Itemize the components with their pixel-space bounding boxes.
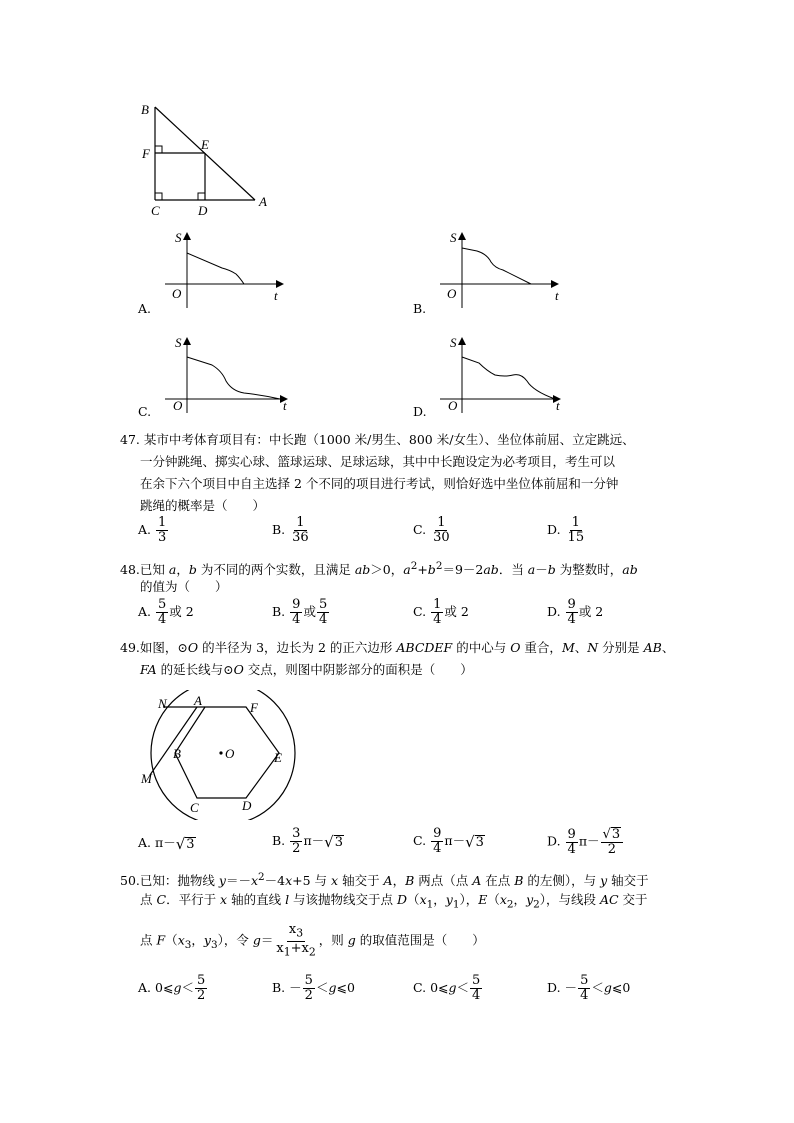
graph-option-a xyxy=(160,228,290,313)
fraction: $\frac{1}{15}$ xyxy=(567,515,585,545)
q50-option-a[interactable]: A. 0⩽g＜ $\frac{5}{2}$ xyxy=(138,973,206,1003)
option-a-letter[interactable]: A. xyxy=(138,301,152,316)
svg-text:C: C xyxy=(190,800,199,815)
q49-line-1: 49.如图，⊙O 的半径为 3，边长为 2 的正六边形 ABCDEF 的中心与 O 重合，M、N 分别是 AB、 xyxy=(120,640,675,655)
q50-line-1: 50.已知：抛物线 $y=-x^2-4x+5$ 与 x 轴交于 A，B 两点（点 A 在点 B 的左侧），与 y 轴交于 xyxy=(120,871,649,889)
fraction: $\frac{1}{3}$ xyxy=(158,515,167,545)
q47-option-a[interactable]: A. $\frac{1}{3}$ xyxy=(138,515,167,545)
q47-text: 某市中考体育项目有：中长跑（1000 米/男生、800 米/女生）、坐位体前屈、立定跳远、 xyxy=(143,432,635,447)
q50-option-d[interactable]: D. － $\frac{5}{4}$ ＜g⩽0 xyxy=(547,973,631,1003)
label-B: B xyxy=(141,102,149,117)
option-d-letter[interactable]: D. xyxy=(413,404,427,419)
q49-option-a[interactable]: A. π－ √ 3 xyxy=(138,834,195,853)
label-E: E xyxy=(201,137,209,152)
label-F: F xyxy=(142,146,150,161)
svg-text:O: O xyxy=(225,746,235,761)
graph-option-d xyxy=(435,333,570,418)
origin-label: O xyxy=(447,286,457,301)
q49-option-c[interactable]: C. $\frac{9}{4}$ π－ √ 3 xyxy=(413,826,484,856)
q50-option-b[interactable]: B. － $\frac{5}{2}$ ＜g⩽0 xyxy=(272,973,355,1003)
origin-label: O xyxy=(173,398,183,413)
origin-label: O xyxy=(172,286,182,301)
axis-label-t: t xyxy=(274,288,278,303)
q48-option-c[interactable]: C. $\frac{1}{4}$ 或 2 xyxy=(413,597,469,627)
svg-text:F: F xyxy=(250,700,258,715)
q48-option-b[interactable]: B. $\frac{9}{4}$ 或 $\frac{5}{4}$ xyxy=(272,597,328,627)
q49-line-2: FA 的延长线与⊙O 交点，则图中阴影部分的面积是（ ） xyxy=(140,662,473,677)
option-b-letter[interactable]: B. xyxy=(413,301,427,316)
q47-option-c[interactable]: C. $\frac{1}{30}$ xyxy=(413,515,450,545)
hexagon-circle-figure xyxy=(135,690,305,820)
q47-option-b[interactable]: B. $\frac{1}{36}$ xyxy=(272,515,309,545)
label-D: D xyxy=(198,203,208,218)
q49-option-d[interactable]: D. $\frac{9}{4}$ π－ √ 3 2 xyxy=(547,827,624,857)
q47-line-2: 一分钟跳绳、掷实心球、篮球运球、足球运球，其中中长跑设定为必考项目，考生可以 xyxy=(140,454,616,469)
graph-option-c xyxy=(160,333,295,418)
svg-text:M: M xyxy=(141,771,152,786)
axis-label-t: t xyxy=(283,398,287,413)
svg-text:B: B xyxy=(173,746,181,761)
axis-label-s: S xyxy=(450,335,457,350)
triangle-figure xyxy=(130,95,280,220)
axis-label-s: S xyxy=(175,335,182,350)
q47-option-d[interactable]: D. $\frac{1}{15}$ xyxy=(547,515,585,545)
fraction: $\frac{1}{36}$ xyxy=(292,515,309,545)
svg-text:D: D xyxy=(242,798,252,813)
axis-label-t: t xyxy=(556,398,560,413)
q48-option-d[interactable]: D. $\frac{9}{4}$ 或 2 xyxy=(547,597,604,627)
option-c-letter[interactable]: C. xyxy=(138,404,152,419)
axis-label-s: S xyxy=(175,230,182,245)
svg-text:A: A xyxy=(194,693,202,708)
svg-text:E: E xyxy=(274,750,282,765)
label-A: A xyxy=(259,194,267,209)
label-C: C xyxy=(151,203,160,218)
q47-line-1 xyxy=(120,429,635,451)
q50-option-c[interactable]: C. 0⩽g＜ $\frac{5}{4}$ xyxy=(413,973,481,1003)
q47-line-4: 跳绳的概率是（ ） xyxy=(140,498,266,513)
svg-text:N: N xyxy=(158,696,167,711)
q48-line-1: 48.已知 a，b 为不同的两个实数，且满足 ab＞0，$a^2+b^2=9-2ab$．当 a－b 为整数时，ab xyxy=(120,560,638,578)
axis-label-s: S xyxy=(450,230,457,245)
origin-label: O xyxy=(448,398,458,413)
fraction: $\frac{1}{30}$ xyxy=(433,515,450,545)
graph-option-b xyxy=(435,228,570,313)
axis-label-t: t xyxy=(555,288,559,303)
q48-line-2: 的值为（ ） xyxy=(140,579,228,594)
q47-line-3: 在余下六个项目中自主选择 2 个不同的项目进行考试，则恰好选中坐位体前屈和一分钟 xyxy=(140,476,619,491)
q49-option-b[interactable]: B. $\frac{3}{2}$ π－ √ 3 xyxy=(272,826,343,856)
q47-number: 47. xyxy=(120,432,140,447)
g-fraction: $\frac{x_3}{x_1+x_2}$ xyxy=(276,922,316,959)
q50-line-3: 点 $F(x_3$，$y_3$），令 g＝ $\frac{x_3}{x_1+x_2}$ ，则 g 的取值范围是（ ） xyxy=(140,922,485,959)
q50-line-2: 点 C．平行于 x 轴的直线 l 与该抛物线交于点 $D(x_1$，$y_1$），$E(x_2$，$y_2$），与线段 AC 交于 xyxy=(140,892,648,911)
q48-option-a[interactable]: A. $\frac{5}{4}$ 或 2 xyxy=(138,597,194,627)
